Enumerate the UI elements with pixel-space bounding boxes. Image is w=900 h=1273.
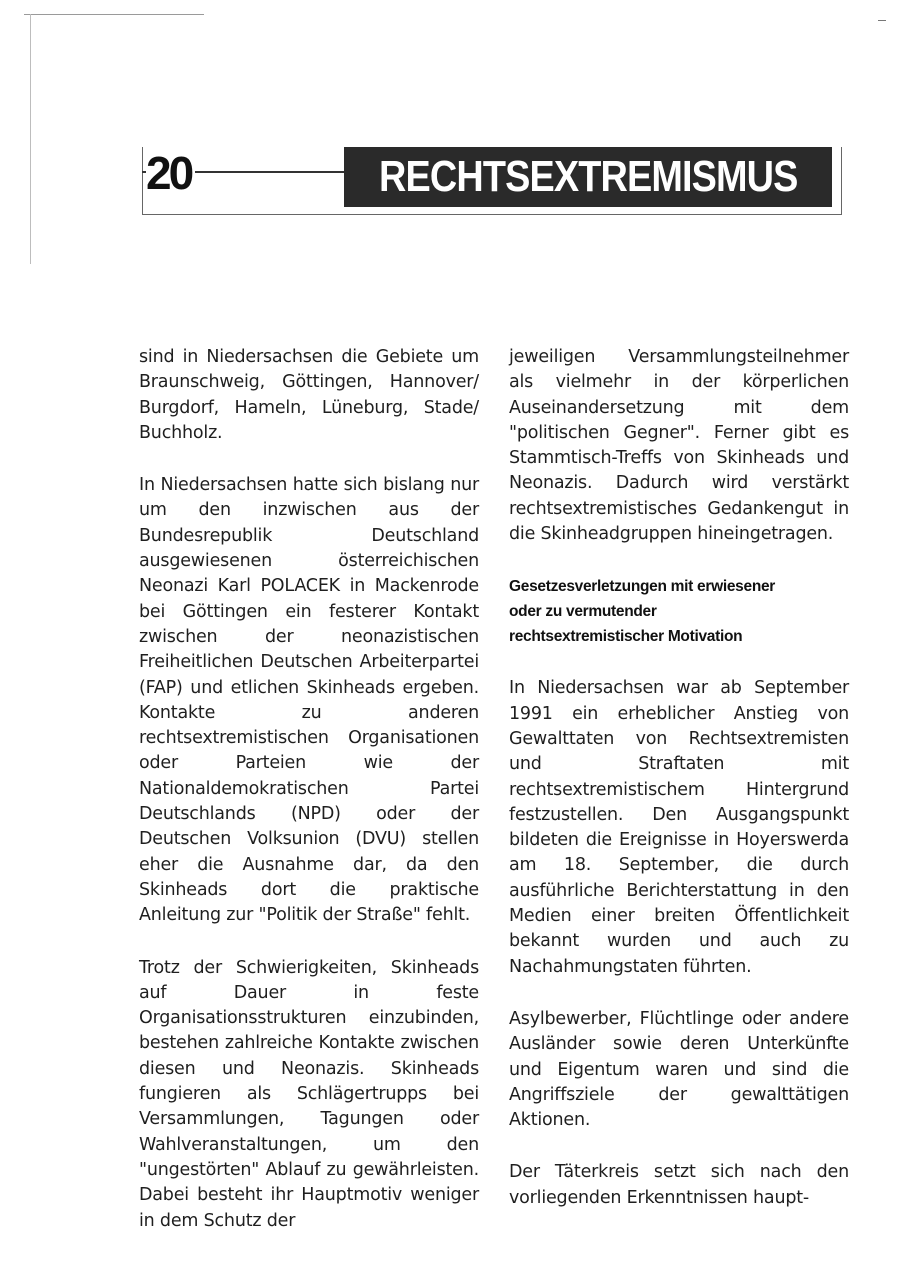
- paragraph: Asylbewerber, Flüchtlinge oder andere Ausländer sowie deren Unterkünfte und Eigentum waren und sind die Angriffsziele der gewalttätigen Aktionen.: [509, 1008, 849, 1131]
- paragraph: In Niedersachsen war ab September 1991 ein erheblicher Anstieg von Gewalttaten von Rechtsextremisten und Straftaten mit rechtsextremistischem Hintergrund festzustellen. Den Ausgangspunkt bildeten die Ereignisse in Hoyerswerda am 18. September, die durch ausführliche Berichterstattung in den Medien einer breiten Öffentlichkeit bekannt wurden und auch zu Nachahmungstaten führten.: [509, 678, 849, 977]
- heading-line: oder zu vermutender: [509, 603, 657, 621]
- page-header: [142, 147, 842, 215]
- paragraph: jeweiligen Versammlungsteilnehmer als vielmehr in der körperlichen Auseinandersetzung mit dem "politischen Gegner". Ferner gibt es Stammtisch-Treffs von Skinheads und Neonazis. Dadurch wird verstärkt rechtsextremistisches Gedankengut in die Skinheadgruppen hineingetragen.: [509, 347, 849, 545]
- heading-line: rechtsextremistischer Motivation: [509, 628, 743, 646]
- scan-mark: [878, 20, 886, 21]
- chapter-title-box: [344, 147, 832, 207]
- paragraph: Der Täterkreis setzt sich nach den vorliegenden Erkenntnissen haupt-: [509, 1162, 849, 1208]
- page-number: 20: [146, 145, 195, 201]
- paragraph: sind in Niedersachsen die Gebiete um Braunschweig, Göttingen, Hannover/ Burgdorf, Hameln, Lüneburg, Stade/ Buchholz.: [139, 347, 479, 443]
- paragraph: Trotz der Schwierigkeiten, Skinheads auf Dauer in feste Organisationsstrukturen einzubinden, bestehen zahlreiche Kontakte zwischen diesen und Neonazis. Skinheads fungieren als Schlägertrupps bei Versammlungen, Tagungen oder Wahlveranstaltungen, um den "ungestörten" Ablauf zu gewährleisten. Dabei besteht ihr Hauptmotiv weniger in dem Schutz der: [139, 957, 479, 1231]
- heading-line: Gesetzesverletzungen mit erwiesener: [509, 578, 776, 596]
- paragraph: In Niedersachsen hatte sich bislang nur um den inzwischen aus der Bundesrepublik Deutschland ausgewiesenen österreichischen Neonazi Karl POLACEK in Mackenrode bei Göttingen ein festerer Kontakt zwischen der neonazistischen Freiheitlichen Deutschen Arbeiterpartei (FAP) und etlichen Skinheads ergeben. Kontakte zu anderen rechtsextremistischen Organisationen oder Parteien wie der Nationaldemokratischen Partei Deutschlands (NPD) oder der Deutschen Volksunion (DVU) stellen eher die Ausnahme dar, da den Skinheads dort die praktische Anleitung zur "Politik der Straße" fehlt.: [139, 475, 479, 926]
- chapter-title: RECHTSEXTREMISMUS: [378, 152, 798, 201]
- left-column: [139, 345, 479, 1234]
- scan-margin-line: [30, 14, 31, 264]
- section-heading: [509, 574, 849, 649]
- right-column: [509, 345, 849, 1211]
- scan-edge-line: [24, 14, 204, 15]
